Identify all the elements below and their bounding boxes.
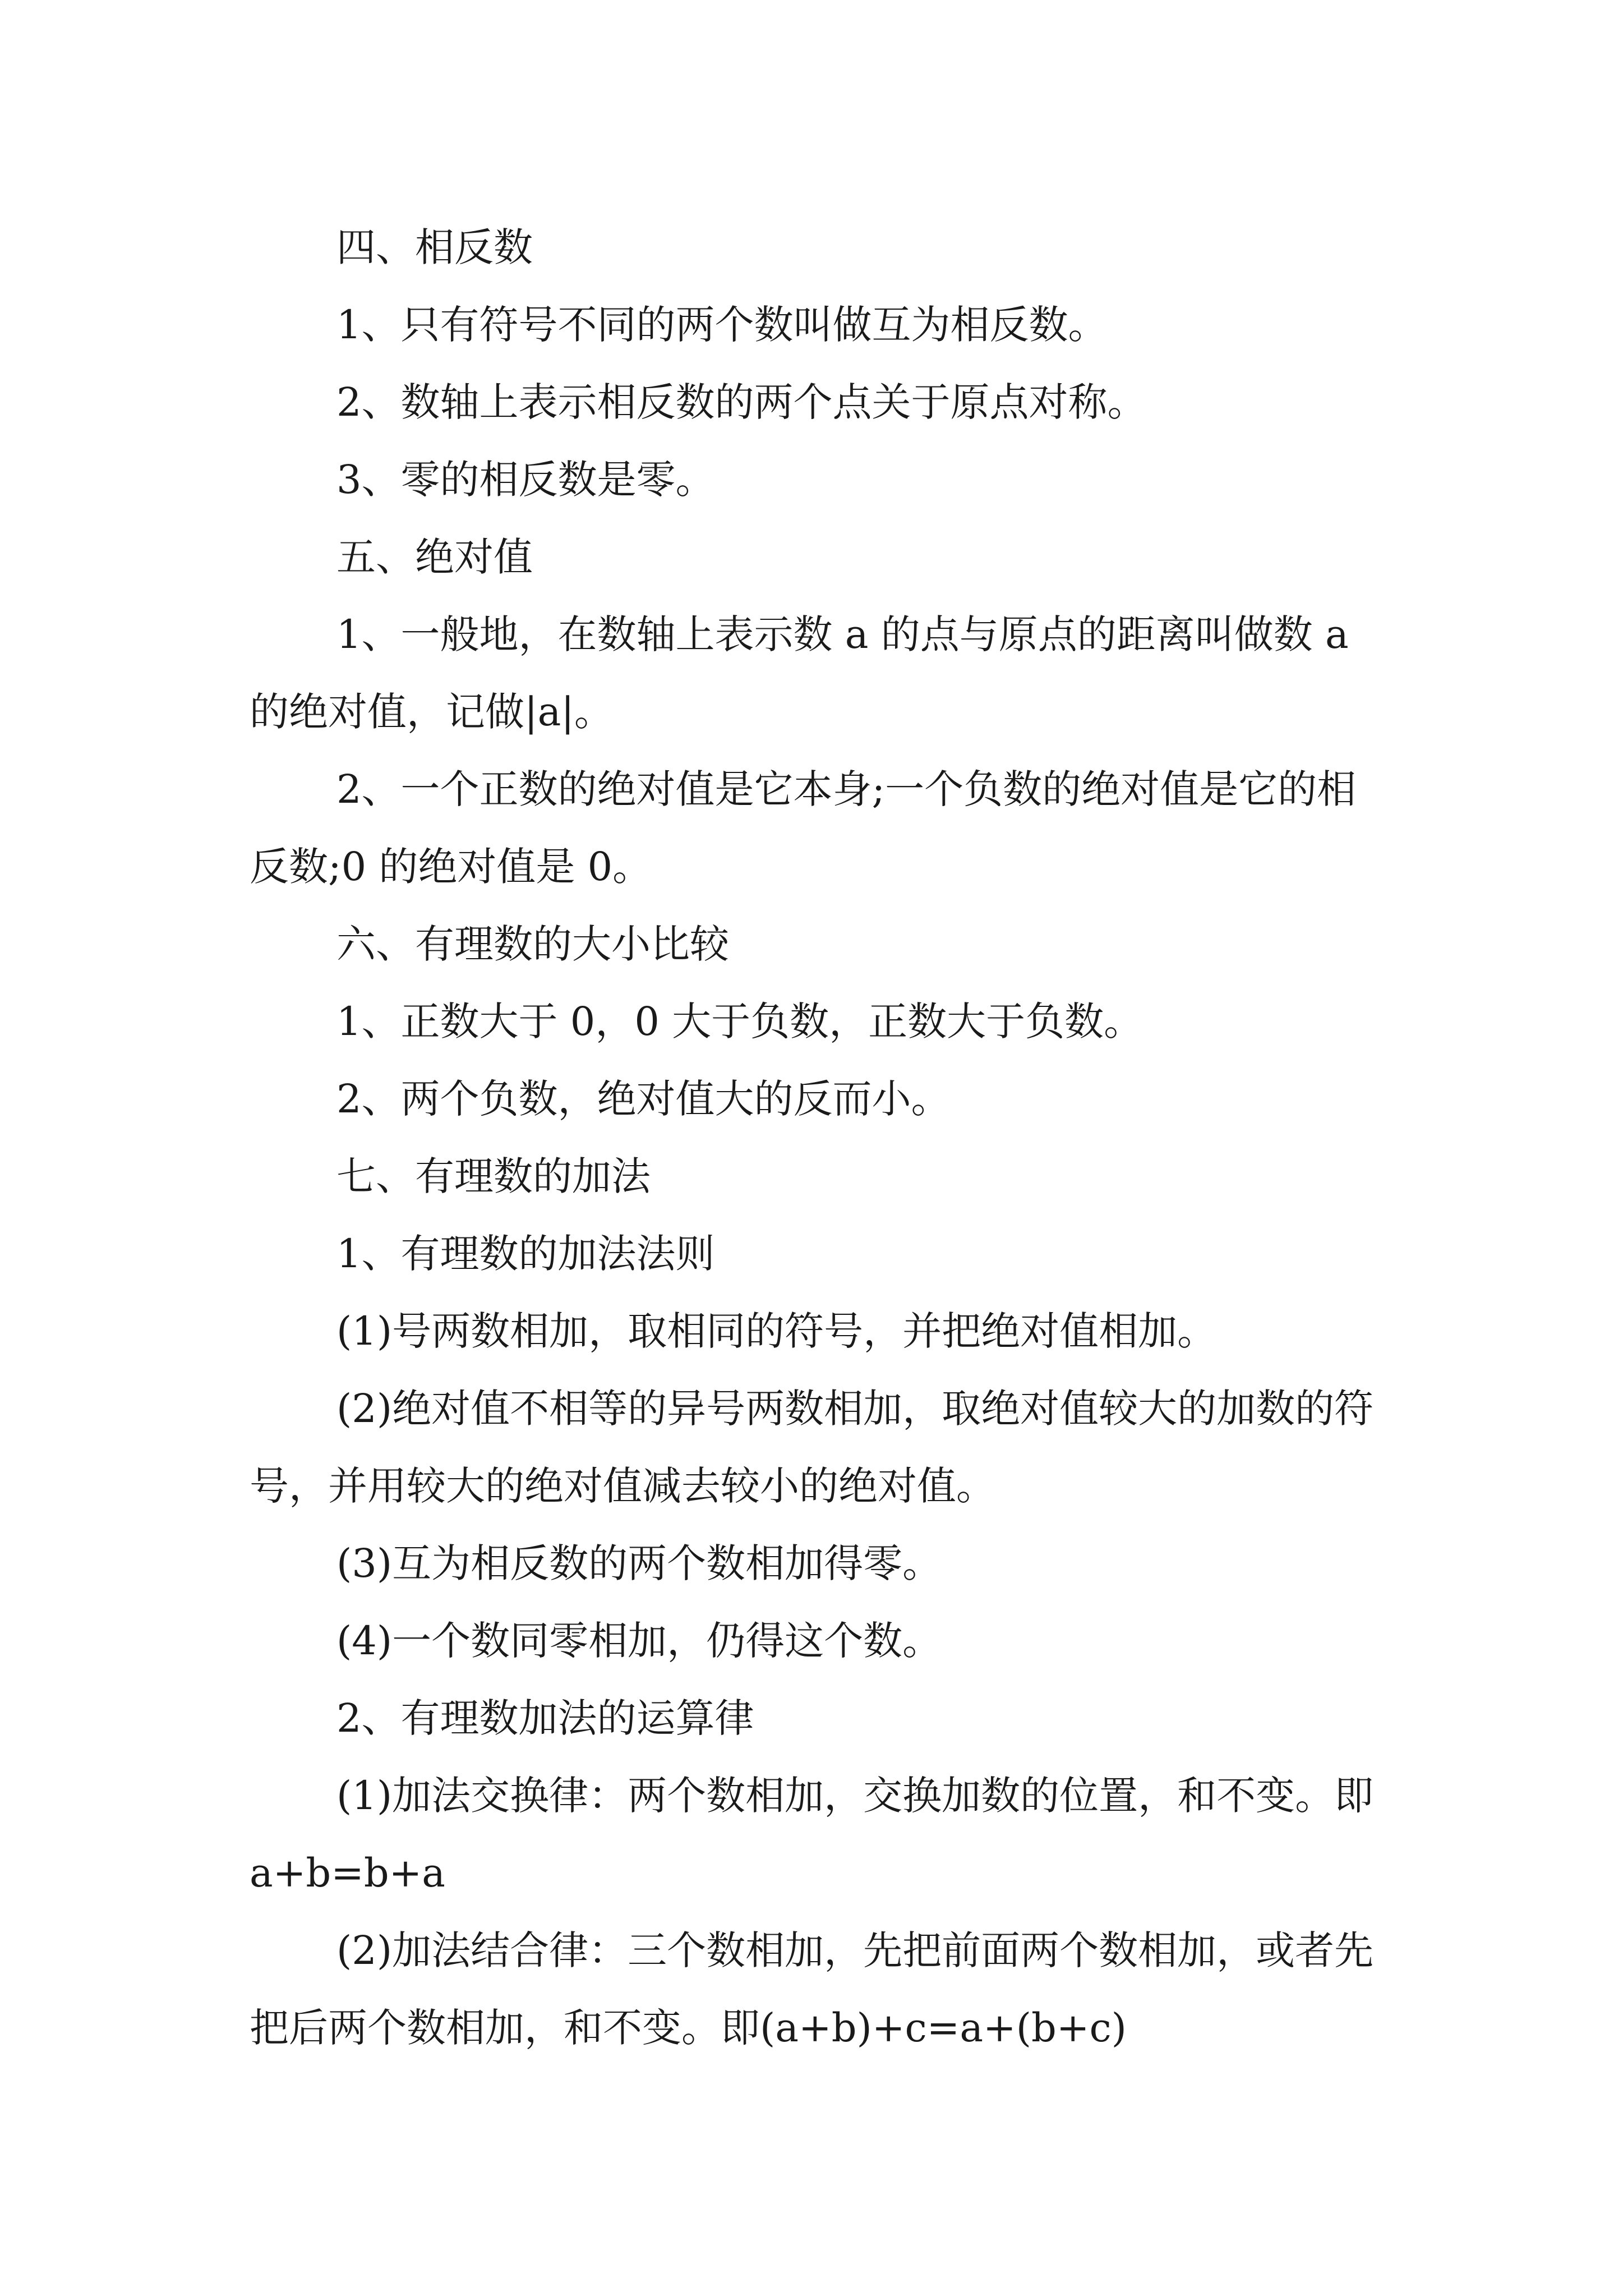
paragraph: 2、一个正数的绝对值是它本身;一个负数的绝对值是它的相反数;0 的绝对值是 0。 xyxy=(250,766,1357,890)
paragraph: 1、正数大于 0，0 大于负数，正数大于负数。 xyxy=(336,999,1144,1045)
paragraph: (4)一个数同零相加，仍得这个数。 xyxy=(336,1618,942,1664)
paragraph: 2、两个负数，绝对值大的反而小。 xyxy=(336,1076,951,1122)
paragraph: (1)号两数相加，取相同的符号，并把绝对值相加。 xyxy=(336,1308,1217,1354)
paragraph: 3、零的相反数是零。 xyxy=(336,457,715,503)
paragraph: 1、一般地，在数轴上表示数 a 的点与原点的距离叫做数 a 的绝对值，记做|a|。 xyxy=(250,611,1349,735)
section-heading-opposite-numbers: 四、相反数 xyxy=(336,224,533,270)
paragraph: 2、数轴上表示相反数的两个点关于原点对称。 xyxy=(336,379,1147,425)
document-body xyxy=(250,209,1388,2067)
paragraph: (2)绝对值不相等的异号两数相加，取绝对值较大的加数的符号，并用较大的绝对值减去较小的绝对值。 xyxy=(250,1386,1374,1509)
subheading: 1、有理数的加法法则 xyxy=(336,1231,715,1277)
section-heading-comparison: 六、有理数的大小比较 xyxy=(336,921,729,967)
paragraph: (3)互为相反数的两个数相加得零。 xyxy=(336,1540,942,1586)
paragraph: (2)加法结合律：三个数相加，先把前面两个数相加，或者先把后两个数相加，和不变。即(a+b)+c=a+(b+c) xyxy=(250,1927,1374,2051)
section-heading-absolute-value: 五、绝对值 xyxy=(336,534,533,580)
section-heading-addition: 七、有理数的加法 xyxy=(336,1153,651,1199)
paragraph: 1、只有符号不同的两个数叫做互为相反数。 xyxy=(336,302,1108,348)
paragraph: (1)加法交换律：两个数相加，交换加数的位置，和不变。即 a+b=b+a xyxy=(250,1773,1374,1896)
subheading: 2、有理数加法的运算律 xyxy=(336,1695,754,1741)
